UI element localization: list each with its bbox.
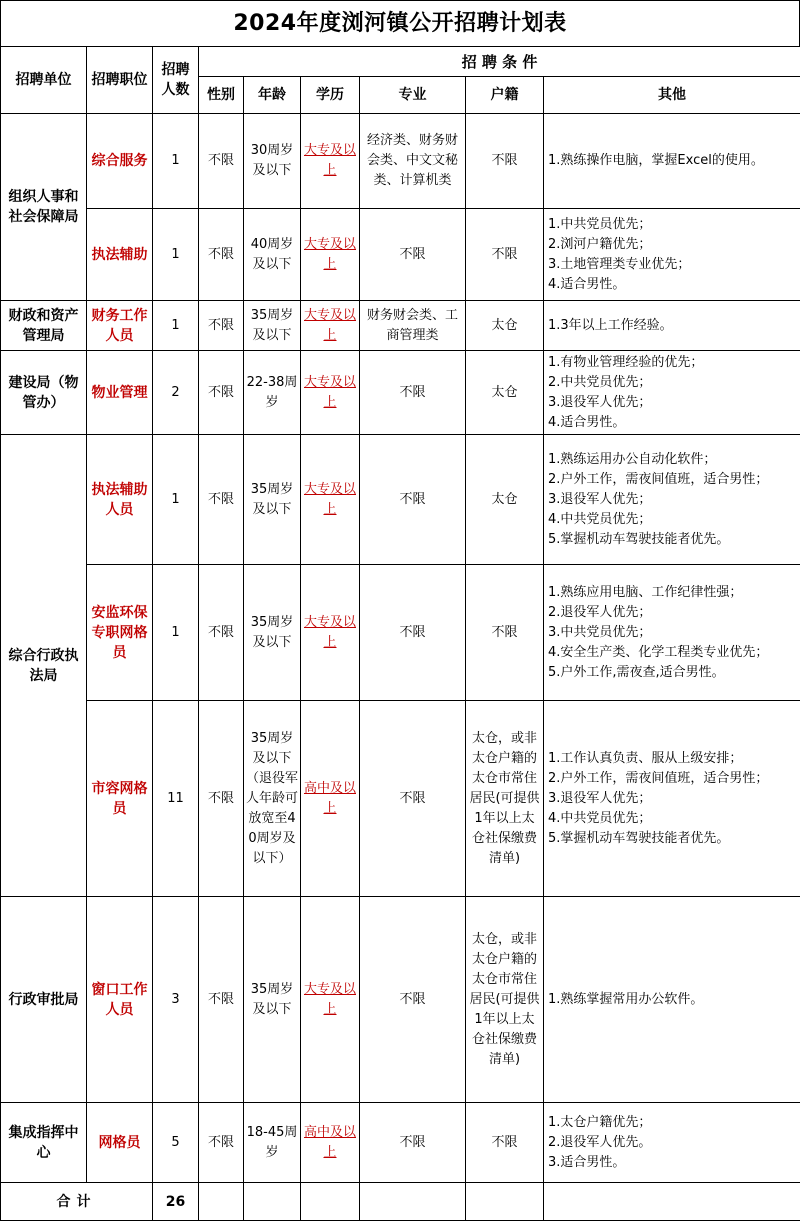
table-row [1,435,800,565]
gender-cell: 不限 [199,301,244,351]
major-cell: 经济类、财务财会类、中文文秘类、计算机类 [360,114,466,209]
header-position: 招聘职位 [87,47,153,114]
count-cell: 1 [153,435,199,565]
header-education: 学历 [301,77,360,114]
count-cell: 2 [153,351,199,435]
education-cell: 高中及以上 [301,1103,360,1183]
major-cell: 不限 [360,1103,466,1183]
other-line: 4.安全生产类、化学工程类专业优先； [548,643,798,663]
other-line: 2.退役军人优先； [548,603,798,623]
hukou-cell: 太仓，或非太仓户籍的太仓市常住居民(可提供1年以上太仓社保缴费清单) [466,897,544,1103]
position-cell: 执法辅助 [87,209,153,301]
table-row [1,565,800,701]
other-line: 1.中共党员优先； [548,215,798,235]
other-cell [544,435,800,565]
other-line: 3.土地管理类专业优先； [548,255,798,275]
education-cell: 大专及以上 [301,301,360,351]
count-cell: 3 [153,897,199,1103]
gender-cell: 不限 [199,209,244,301]
major-cell: 不限 [360,351,466,435]
total-label: 合计 [1,1183,153,1221]
empty-cell [360,1183,466,1221]
education-cell: 大专及以上 [301,435,360,565]
gender-cell: 不限 [199,565,244,701]
count-cell: 1 [153,114,199,209]
age-cell: 35周岁及以下 [244,435,301,565]
gender-cell: 不限 [199,114,244,209]
header-major: 专业 [360,77,466,114]
other-line: 1.有物业管理经验的优先； [548,353,798,373]
other-line: 4.中共党员优先； [548,809,798,829]
hukou-cell: 不限 [466,565,544,701]
position-cell: 执法辅助人员 [87,435,153,565]
other-cell [544,701,800,897]
age-cell: 22-38周岁 [244,351,301,435]
major-cell: 不限 [360,435,466,565]
hukou-cell: 不限 [466,114,544,209]
total-count: 26 [153,1183,199,1221]
empty-cell [301,1183,360,1221]
hukou-cell: 太仓 [466,435,544,565]
unit-cell: 建设局（物管办） [1,351,87,435]
education-cell: 大专及以上 [301,897,360,1103]
education-cell: 大专及以上 [301,209,360,301]
other-cell [544,897,800,1103]
total-row [1,1183,800,1221]
position-cell: 窗口工作人员 [87,897,153,1103]
other-line: 1.熟练掌握常用办公软件。 [548,990,798,1010]
other-line: 3.退役军人优先； [548,490,798,510]
other-line: 5.户外工作,需夜查,适合男性。 [548,663,798,683]
hukou-cell: 不限 [466,1103,544,1183]
other-line: 2.户外工作，需夜间值班，适合男性； [548,769,798,789]
other-line: 1.工作认真负责、服从上级安排； [548,749,798,769]
major-cell: 不限 [360,897,466,1103]
gender-cell: 不限 [199,1103,244,1183]
other-line: 3.退役军人优先； [548,393,798,413]
age-cell: 35周岁及以下（退役军人年龄可放宽至40周岁及以下） [244,701,301,897]
major-cell: 不限 [360,701,466,897]
header-gender: 性别 [199,77,244,114]
position-cell: 综合服务 [87,114,153,209]
other-line: 1.熟练运用办公自动化软件； [548,450,798,470]
other-line: 1.太仓户籍优先； [548,1113,798,1133]
count-cell: 1 [153,565,199,701]
unit-cell: 组织人事和社会保障局 [1,114,87,301]
header-other: 其他 [544,77,800,114]
table-row [1,1103,800,1183]
header-conditions: 招 聘 条 件 [199,47,800,77]
unit-cell: 集成指挥中心 [1,1103,87,1183]
table-row [1,701,800,897]
major-cell: 不限 [360,209,466,301]
other-cell [544,1103,800,1183]
count-cell: 5 [153,1103,199,1183]
gender-cell: 不限 [199,351,244,435]
age-cell: 35周岁及以下 [244,301,301,351]
other-cell [544,209,800,301]
other-cell [544,114,800,209]
other-line: 5.掌握机动车驾驶技能者优先。 [548,829,798,849]
table-row [1,114,800,209]
empty-cell [199,1183,244,1221]
other-line: 5.掌握机动车驾驶技能者优先。 [548,530,798,550]
other-line: 2.中共党员优先； [548,373,798,393]
other-cell [544,301,800,351]
header-count: 招聘人数 [153,47,199,114]
hukou-cell: 太仓 [466,351,544,435]
education-cell: 高中及以上 [301,701,360,897]
table-row [1,301,800,351]
age-cell: 35周岁及以下 [244,565,301,701]
position-cell: 网格员 [87,1103,153,1183]
other-line: 4.适合男性。 [548,413,798,433]
other-line: 3.中共党员优先； [548,623,798,643]
other-line: 4.中共党员优先； [548,510,798,530]
position-cell: 财务工作人员 [87,301,153,351]
other-line: 1.3年以上工作经验。 [548,316,798,336]
empty-cell [544,1183,800,1221]
other-cell [544,565,800,701]
major-cell: 不限 [360,565,466,701]
other-line: 1.熟练操作电脑，掌握Excel的使用。 [548,151,798,171]
age-cell: 30周岁及以下 [244,114,301,209]
gender-cell: 不限 [199,897,244,1103]
recruitment-table [0,46,800,1221]
table-row [1,209,800,301]
gender-cell: 不限 [199,435,244,565]
education-cell: 大专及以上 [301,114,360,209]
empty-cell [466,1183,544,1221]
gender-cell: 不限 [199,701,244,897]
unit-cell: 财政和资产管理局 [1,301,87,351]
education-cell: 大专及以上 [301,351,360,435]
other-line: 2.户外工作，需夜间值班，适合男性； [548,470,798,490]
education-cell: 大专及以上 [301,565,360,701]
position-cell: 安监环保专职网格员 [87,565,153,701]
age-cell: 35周岁及以下 [244,897,301,1103]
position-cell: 物业管理 [87,351,153,435]
other-line: 1.熟练应用电脑、工作纪律性强； [548,583,798,603]
unit-cell: 行政审批局 [1,897,87,1103]
other-line: 2.退役军人优先。 [548,1133,798,1153]
other-line: 3.适合男性。 [548,1153,798,1173]
major-cell: 财务财会类、工商管理类 [360,301,466,351]
age-cell: 18-45周岁 [244,1103,301,1183]
page-title: 2024年度浏河镇公开招聘计划表 [0,0,800,46]
header-age: 年龄 [244,77,301,114]
count-cell: 11 [153,701,199,897]
other-line: 2.浏河户籍优先； [548,235,798,255]
unit-cell: 综合行政执法局 [1,435,87,897]
header-unit: 招聘单位 [1,47,87,114]
hukou-cell: 不限 [466,209,544,301]
header-hukou: 户籍 [466,77,544,114]
table-row [1,897,800,1103]
position-cell: 市容网格员 [87,701,153,897]
count-cell: 1 [153,209,199,301]
hukou-cell: 太仓，或非太仓户籍的太仓市常住居民(可提供1年以上太仓社保缴费清单) [466,701,544,897]
empty-cell [244,1183,301,1221]
count-cell: 1 [153,301,199,351]
table-row [1,351,800,435]
other-line: 4.适合男性。 [548,275,798,295]
hukou-cell: 太仓 [466,301,544,351]
other-line: 3.退役军人优先； [548,789,798,809]
other-cell [544,351,800,435]
age-cell: 40周岁及以下 [244,209,301,301]
